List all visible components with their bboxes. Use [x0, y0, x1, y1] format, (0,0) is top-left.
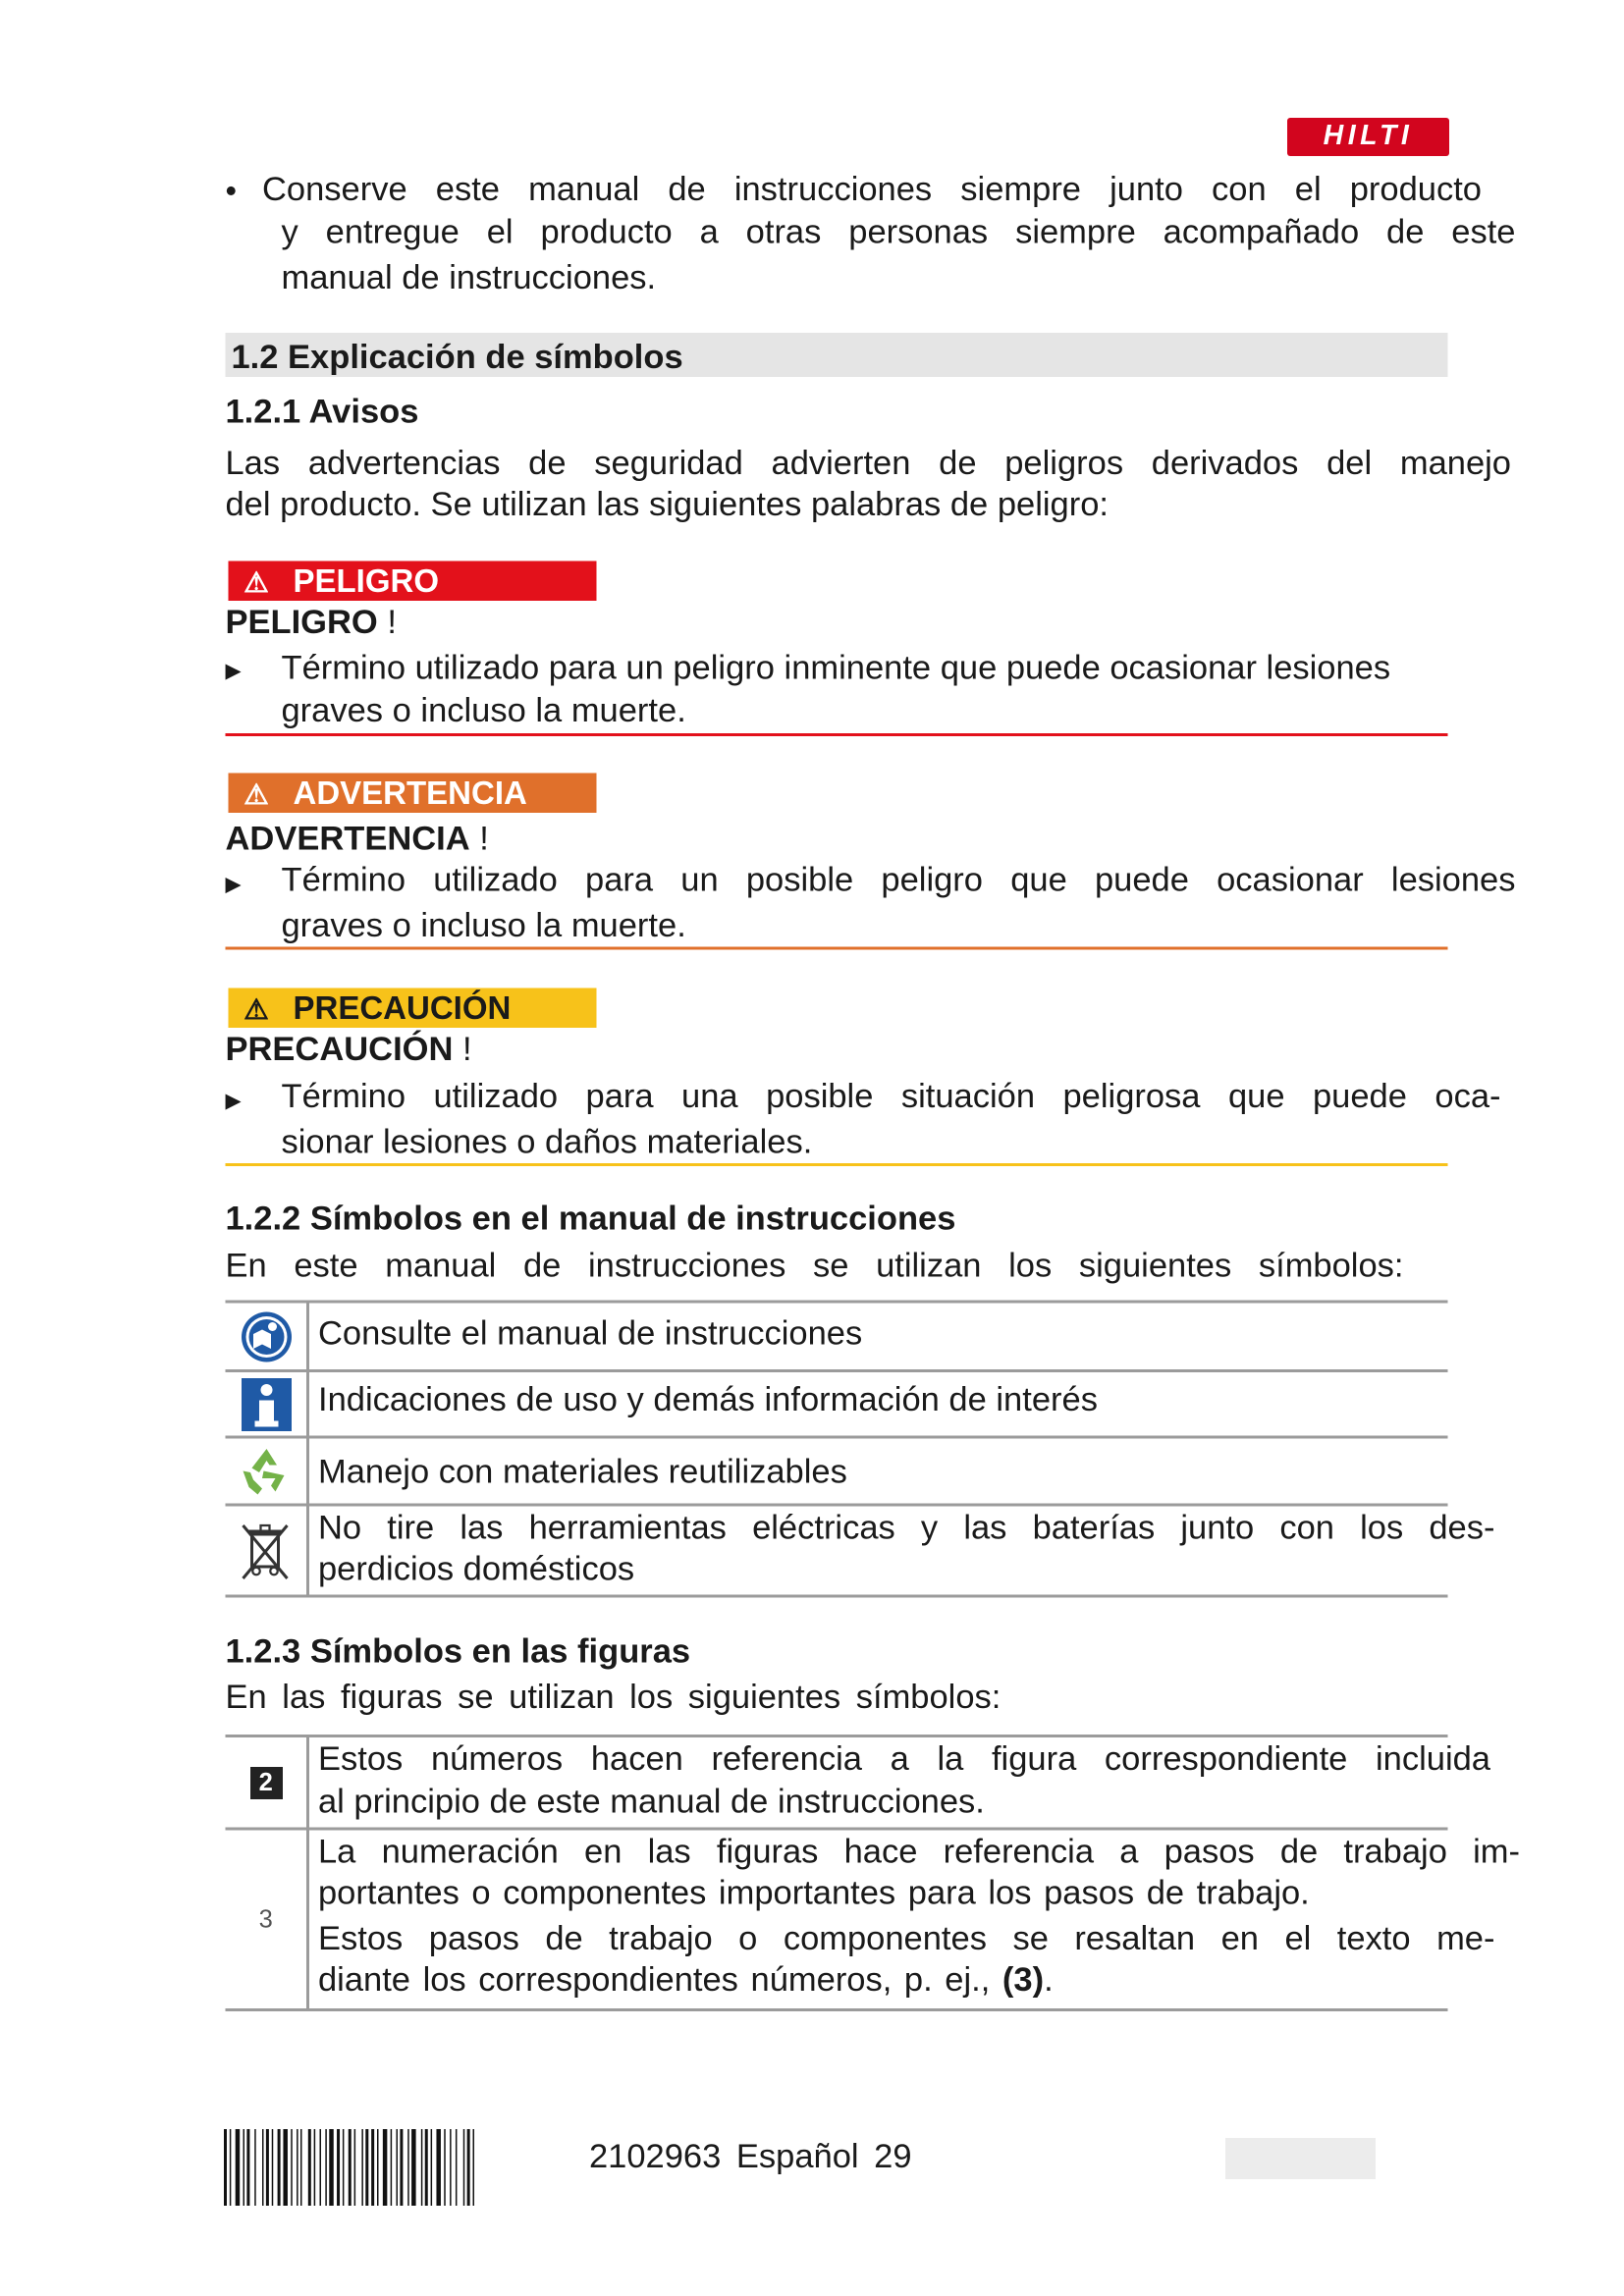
figure-number-label: 2 — [249, 1766, 282, 1798]
peligro-line-1: Término utilizado para un peligro inminente que puede ocasionar lesiones — [281, 648, 1391, 686]
barcode-bar — [354, 2129, 356, 2206]
info-icon — [226, 1372, 307, 1436]
precaucion-exclamation: ! — [462, 1029, 472, 1068]
warning-triangle-icon: ⚠ — [244, 995, 269, 1027]
barcode-bar — [361, 2129, 363, 2206]
barcode-bar — [411, 2129, 416, 2206]
barcode-bar — [450, 2129, 452, 2206]
figure-number-badge — [226, 1737, 307, 1828]
barcode-bar — [421, 2129, 423, 2206]
table-cell-text: portantes o componentes importantes para los pasos de trabajo. — [318, 1873, 1310, 1911]
barcode-bar — [278, 2129, 281, 2206]
last-line-prefix: diante los correspondientes números, p. ej., — [318, 1959, 991, 1999]
hilti-logo: HILTI — [1287, 118, 1449, 156]
advertencia-exclamation: ! — [479, 819, 489, 857]
peligro-word: PELIGRO — [225, 602, 378, 641]
crossed-bin-icon — [226, 1507, 307, 1595]
peligro-exclamation: ! — [387, 602, 397, 641]
barcode-bar — [407, 2129, 409, 2206]
advertencia-rule — [226, 947, 1448, 950]
barcode-bar — [400, 2129, 403, 2206]
table-rule — [226, 1369, 1448, 1372]
barcode-bar — [365, 2129, 368, 2206]
table-cell-text — [318, 1958, 1054, 2002]
table-cell-text: Estos pasos de trabajo o componentes se resaltan en el texto me- — [318, 1918, 1495, 1957]
barcode-bar — [266, 2129, 269, 2206]
barcode-bar — [425, 2129, 428, 2206]
precaucion-word: PRECAUCIÓN — [225, 1029, 454, 1068]
barcode-bar — [297, 2129, 298, 2206]
barcode-bar — [230, 2129, 232, 2206]
barcode-bar — [383, 2129, 388, 2206]
figure-symbols-intro: En las figuras se utilizan los siguientes símbolos: — [225, 1677, 1001, 1716]
reference-number: (3) — [1001, 1959, 1045, 1999]
intro-line-1: Conserve este manual de instrucciones siempre junto con el producto — [262, 169, 1482, 208]
manual-symbols-table — [226, 1301, 1495, 1601]
barcode-bar — [343, 2129, 345, 2206]
table-cell-text: Indicaciones de uso y demás información de interés — [318, 1379, 1098, 1418]
recycle-icon — [226, 1439, 307, 1504]
precaucion-line-1: Término utilizado para una posible situación peligrosa que puede oca- — [281, 1076, 1501, 1115]
barcode-bar — [397, 2129, 399, 2206]
advertencia-signal — [226, 818, 489, 861]
avisos-line-1: Las advertencias de seguridad advierten de peligros derivados del manejo — [225, 443, 1511, 482]
barcode-bar — [272, 2129, 274, 2206]
barcode — [224, 2129, 560, 2206]
barcode-bar — [236, 2129, 241, 2206]
table-cell-text: Estos números hacen referencia a la figura correspondiente incluida — [318, 1738, 1490, 1778]
bullet-dot: • — [225, 172, 238, 209]
barcode-bar — [371, 2129, 374, 2206]
advertencia-badge-label: ADVERTENCIA — [293, 774, 527, 812]
barcode-bar — [246, 2129, 249, 2206]
barcode-bar — [349, 2129, 352, 2206]
barcode-bar — [456, 2129, 458, 2206]
precaucion-line-2: sionar lesiones o daños materiales. — [281, 1122, 813, 1160]
table-cell-text: al principio de este manual de instrucciones. — [318, 1782, 985, 1820]
warning-triangle-icon: ⚠ — [244, 780, 269, 812]
subsection-title-avisos: 1.2.1 Avisos — [225, 392, 419, 430]
arrow-bullet-icon: ▶ — [225, 1088, 242, 1112]
table-rule — [226, 1436, 1448, 1439]
footer-placeholder-box — [1225, 2138, 1376, 2179]
barcode-bar — [473, 2129, 475, 2206]
table-cell-text: perdicios domésticos — [318, 1549, 635, 1587]
intro-line-2: y entregue el producto a otras personas siempre acompañado de este — [281, 212, 1516, 250]
last-line-suffix: . — [1044, 1959, 1054, 1999]
peligro-signal — [226, 601, 397, 644]
barcode-bar — [244, 2129, 245, 2206]
barcode-bar — [291, 2129, 293, 2206]
barcode-bar — [308, 2129, 311, 2206]
barcode-bar — [391, 2129, 393, 2206]
barcode-bar — [224, 2129, 227, 2206]
precaucion-signal — [226, 1028, 472, 1071]
barcode-bar — [320, 2129, 322, 2206]
barcode-bar — [444, 2129, 446, 2206]
figure-symbols-table — [226, 1735, 1520, 2014]
barcode-bar — [254, 2129, 256, 2206]
step-number-label: 3 — [258, 1905, 273, 1934]
footer-text: 2102963 Español 29 — [589, 2136, 912, 2175]
table-cell-text: No tire las herramientas eléctricas y las baterías junto con los des- — [318, 1508, 1495, 1546]
arrow-bullet-icon: ▶ — [225, 658, 242, 682]
barcode-bar — [314, 2129, 316, 2206]
table-rule — [226, 1301, 1448, 1304]
table-rule — [226, 2008, 1448, 2011]
precaucion-rule — [226, 1163, 1448, 1166]
advertencia-badge — [229, 774, 597, 814]
table-cell-text: Manejo con materiales reutilizables — [318, 1452, 847, 1490]
barcode-bar — [463, 2129, 465, 2206]
precaucion-badge — [229, 988, 597, 1029]
warning-triangle-icon: ⚠ — [244, 568, 269, 600]
advertencia-line-2: graves o incluso la muerte. — [281, 905, 686, 944]
subsection-title-figure-symbols: 1.2.3 Símbolos en las figuras — [225, 1631, 691, 1670]
step-number-marker — [226, 1831, 307, 2009]
intro-line-3: manual de instrucciones. — [281, 257, 657, 296]
precaucion-badge-label: PRECAUCIÓN — [293, 989, 512, 1027]
barcode-bar — [431, 2129, 433, 2206]
table-cell-text: La numeración en las figuras hace referencia a pasos de trabajo im- — [318, 1832, 1520, 1870]
table-cell-text: Consulte el manual de instrucciones — [318, 1313, 863, 1352]
barcode-bar — [377, 2129, 379, 2206]
avisos-line-2: del producto. Se utilizan las siguientes palabras de peligro: — [225, 484, 1109, 523]
barcode-bar — [283, 2129, 288, 2206]
table-divider — [306, 1301, 309, 1598]
peligro-badge — [229, 561, 597, 602]
barcode-bar — [325, 2129, 327, 2206]
advertencia-line-1: Término utilizado para un posible peligro que puede ocasionar lesiones — [281, 860, 1516, 898]
table-divider — [306, 1735, 309, 2011]
barcode-bar — [300, 2129, 302, 2206]
barcode-bar — [467, 2129, 470, 2206]
read-manual-icon — [226, 1304, 307, 1370]
barcode-bar — [337, 2129, 340, 2206]
barcode-bar — [436, 2129, 441, 2206]
table-rule — [226, 1595, 1448, 1598]
peligro-rule — [226, 733, 1448, 736]
manual-symbols-intro: En este manual de instrucciones se utilizan los siguientes símbolos: — [225, 1246, 1404, 1284]
barcode-bar — [262, 2129, 264, 2206]
barcode-bar — [329, 2129, 334, 2206]
section-title: 1.2 Explicación de símbolos — [231, 337, 683, 376]
peligro-badge-label: PELIGRO — [293, 562, 440, 600]
arrow-bullet-icon: ▶ — [225, 872, 242, 895]
subsection-title-manual-symbols: 1.2.2 Símbolos en el manual de instrucciones — [225, 1199, 956, 1237]
peligro-line-2: graves o incluso la muerte. — [281, 690, 686, 729]
advertencia-word: ADVERTENCIA — [225, 819, 470, 857]
